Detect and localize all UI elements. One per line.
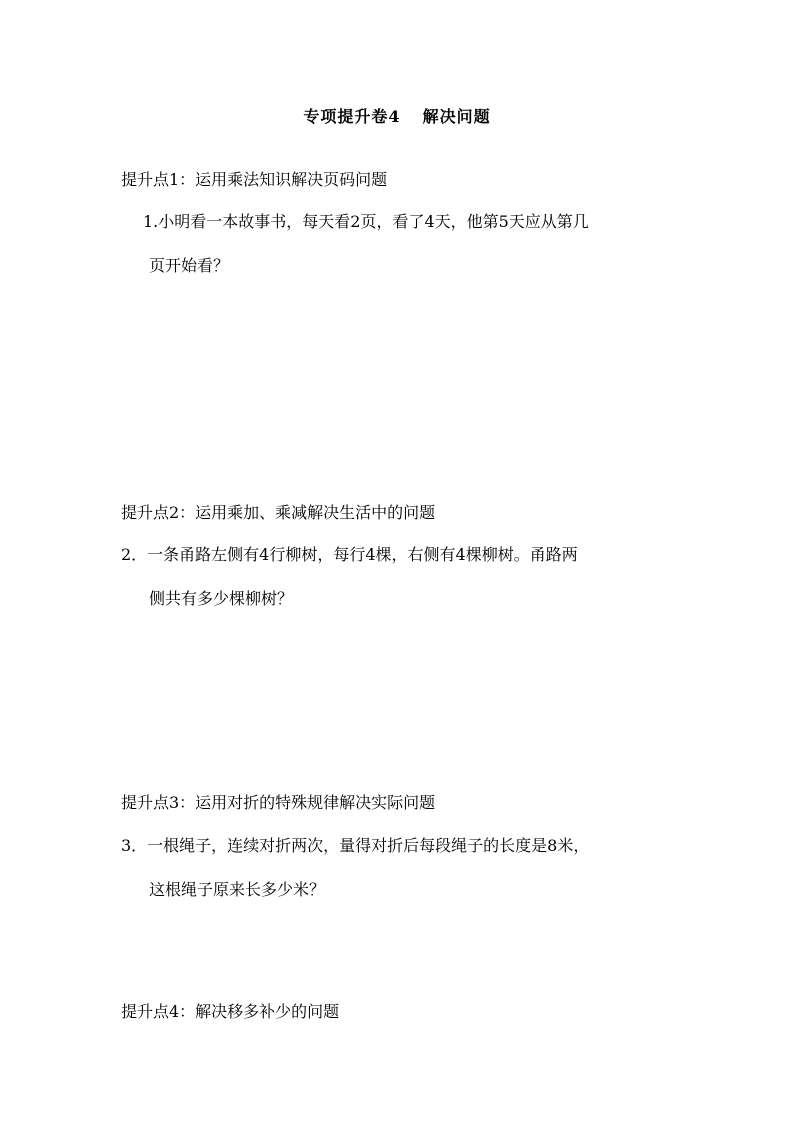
question-2-line-2: 侧共有多少棵柳树？ — [149, 589, 294, 608]
question-3-line-1: 3．一根绳子，连续对折两次，量得对折后每段绳子的长度是8米， — [121, 836, 590, 855]
question-3-line-2: 这根绳子原来长多少米？ — [149, 880, 326, 899]
section-heading-2: 提升点2：运用乘加、乘减解决生活中的问题 — [121, 503, 436, 522]
title-main: 专项提升卷4 — [303, 107, 401, 126]
question-1-line-2: 页开始看？ — [149, 256, 230, 275]
section-heading-3: 提升点3：运用对折的特殊规律解决实际问题 — [121, 793, 436, 812]
section-heading-4: 提升点4：解决移多补少的问题 — [121, 1002, 340, 1021]
section-heading-1: 提升点1：运用乘法知识解决页码问题 — [121, 170, 388, 189]
question-1-line-1: 1.小明看一本故事书，每天看2页，看了4天，他第5天应从第几 — [143, 212, 589, 231]
page-title — [0, 104, 794, 127]
question-2-line-1: 2．一条甬路左侧有4行柳树，每行4棵，右侧有4棵柳树。甬路两 — [121, 545, 578, 564]
title-sub: 解决问题 — [422, 107, 491, 126]
